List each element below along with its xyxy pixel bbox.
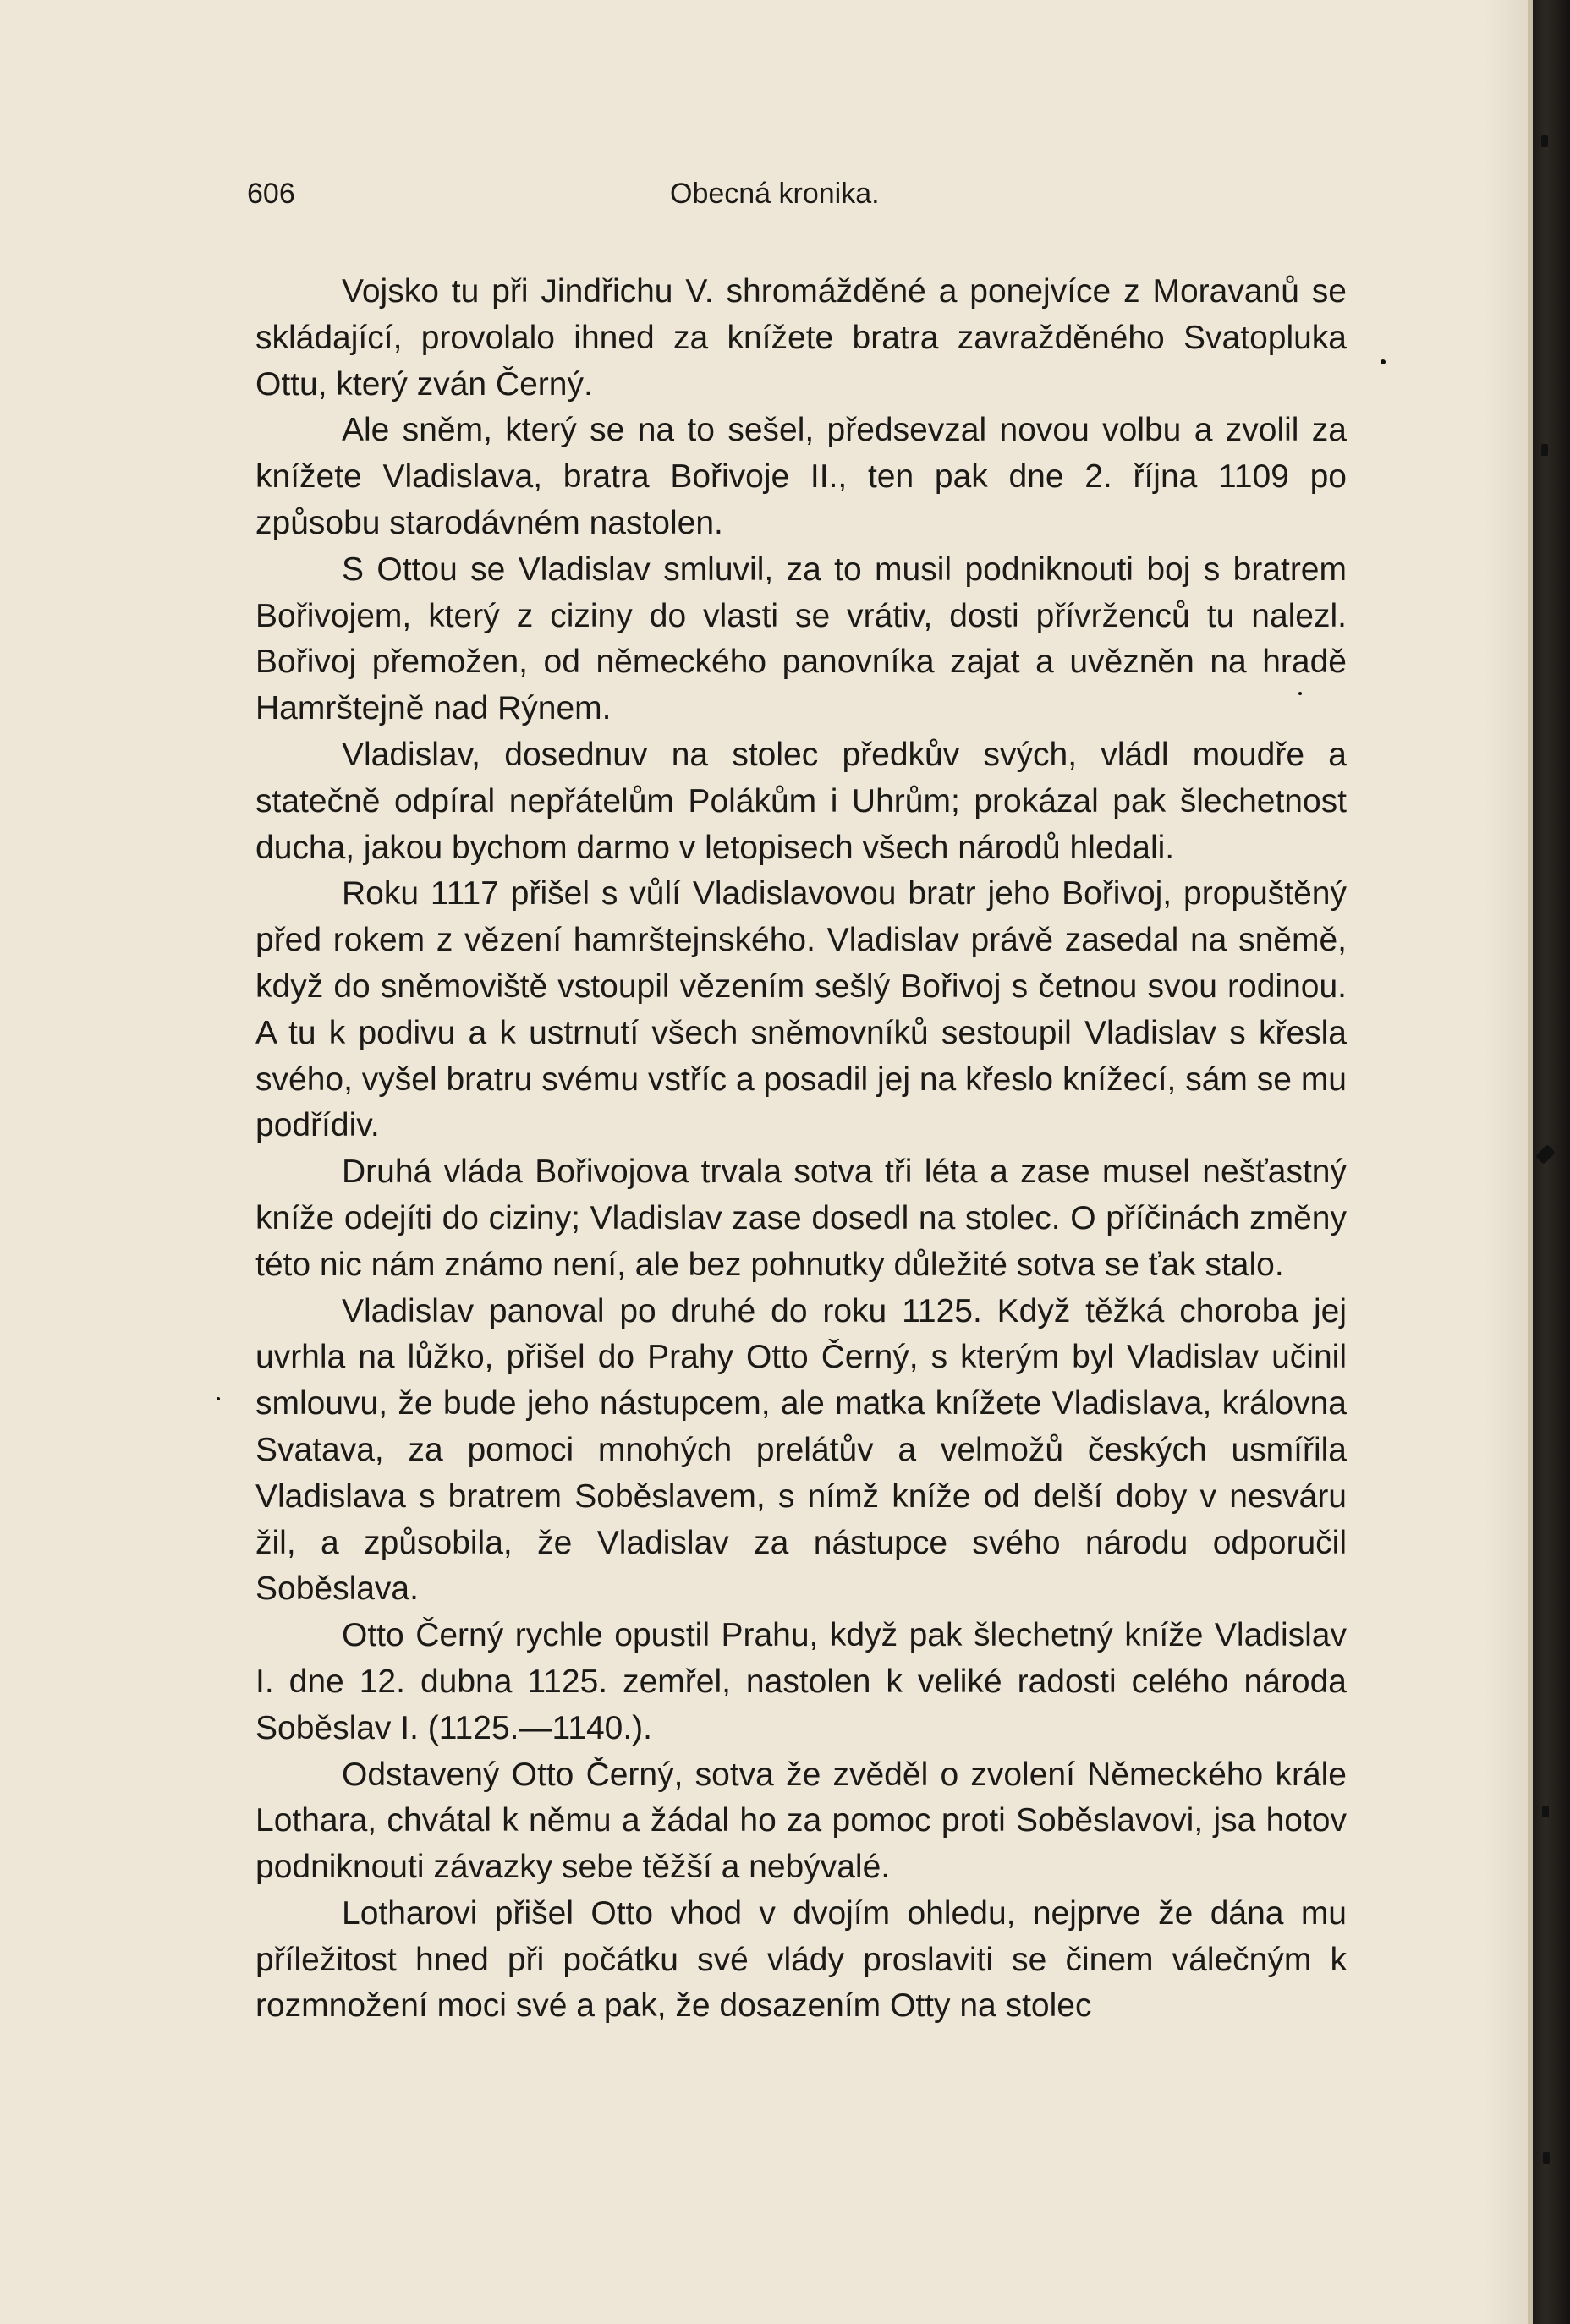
running-title: Obecná kronika. [670,178,880,210]
binding-mark [1542,1806,1549,1817]
paragraph: Lotharovi přišel Otto vhod v dvojím ohledu, nejprve že dána mu příležitost hned při počátku své vlády proslaviti se činem válečným k rozmnožení moci své a pak, že dosazením Otty na stolec [255,1894,1347,2025]
paragraph: Odstavený Otto Černý, sotva že zvěděl o zvolení Německého krále Lothara, chvátal k němu a žádal ho za pomoc proti Soběslavovi, jsa hotov podniknouti závazky sebe těžší a nebývalé. [255,1756,1347,1886]
binding-mark [1543,2152,1550,2164]
binding-mark [1541,135,1548,147]
binding-mark [1541,444,1548,456]
ink-speck [1381,359,1386,364]
body-text [255,269,1347,2030]
ink-speck [1298,692,1302,695]
paragraph: Vojsko tu při Jindřichu V. shromážděné a ponejvíce z Moravanů se skládající, provolalo ihned za knížete bratra zavražděného Svatopluka Ottu, který zván Černý. [255,273,1347,403]
paragraph: Vladislav, dosednuv na stolec předkův svých, vládl moudře a statečně odpíral nepřátelům Polákům i Uhrům; prokázal pak šlechetnost ducha, jakou bychom darmo v letopisech všech národů hledali. [255,736,1347,866]
ink-speck [217,1397,220,1400]
paragraph: Otto Černý rychle opustil Prahu, když pak šlechetný kníže Vladislav I. dne 12. dubna 1125. zemřel, nastolen k veliké radosti celého národa Soběslav I. (1125.—1140.). [255,1617,1347,1746]
page-number: 606 [247,178,295,210]
paragraph: Roku 1117 přišel s vůlí Vladislavovou bratr jeho Bořivoj, propuštěný před rokem z vězení hamrštejnského. Vladislav právě zasedal na sněmě, když do sněmoviště vstoupil vězením sešlý Bořivoj s četnou svou rodinou. A tu k podivu a k ustrnutí všech sněmovníků sestoupil Vladislav s křesla svého, vyšel bratru svému vstříc a posadil jej na křeslo knížecí, sám se mu podřídiv. [255,875,1347,1144]
paragraph: Vladislav panoval po druhé do roku 1125. Když těžká choroba jej uvrhla na lůžko, přišel do Prahy Otto Černý, s kterým byl Vladislav učinil smlouvu, že bude jeho nástupcem, ale matka knížete Vladislava, královna Svatava, za pomoci mnohých prelátův a velmožů českých usmířila Vladislava s bratrem Soběslavem, s nímž kníže od delší doby v nesváru žil, a způsobila, že Vladislav za nástupce svého národu odporučil Soběslava. [255,1292,1347,1608]
paragraph: Druhá vláda Bořivojova trvala sotva tři léta a zase musel nešťastný kníže odejíti do ciziny; Vladislav zase dosedl na stolec. O příčinách změny této nic nám známo není, ale bez pohnutky důležité sotva se ťak stalo. [255,1154,1347,1283]
paragraph: Ale sněm, který se na to sešel, předsevzal novou volbu a zvolil za knížete Vladislava, bratra Bořivoje II., ten pak dne 2. října 1109 po způsobu starodávném nastolen. [255,412,1347,541]
running-head [247,178,1347,220]
book-spine [1533,0,1570,2324]
paragraph: S Ottou se Vladislav smluvil, za to musil podniknouti boj s bratrem Bořivojem, který z ciziny do vlasti se vrátiv, dosti přívrženců tu nalezl. Bořivoj přemožen, od německého panovníka zajat a uvězněn na hradě Hamrštejně nad Rýnem. [255,551,1347,727]
